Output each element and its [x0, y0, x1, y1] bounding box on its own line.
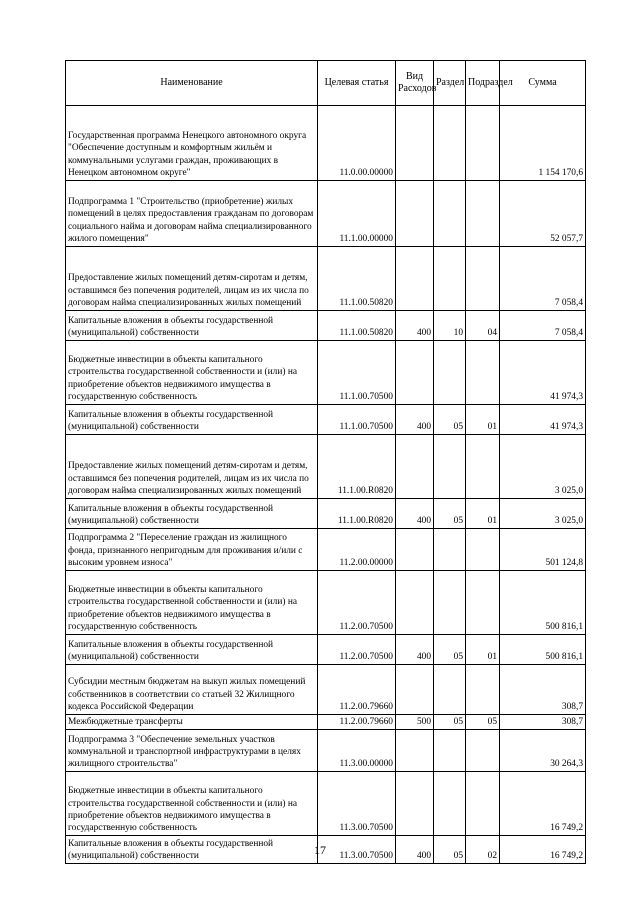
row-type: [396, 665, 434, 715]
header-type: Вид Расходов: [396, 61, 434, 106]
row-name: Предоставление жилых помещений детям-сиротам и детям, оставшимся без попечения родителей, лицам из их числа по договорам найма специализированных жилых помещений: [66, 247, 318, 311]
row-sum: 7 058,4: [500, 311, 586, 341]
row-type: 400: [396, 499, 434, 529]
row-sum: 3 025,0: [500, 435, 586, 499]
row-subsection: [466, 341, 500, 405]
row-subsection: 02: [466, 836, 500, 864]
row-section: 05: [434, 499, 466, 529]
row-subsection: [466, 435, 500, 499]
row-type: 400: [396, 635, 434, 665]
row-section: [434, 181, 466, 247]
table-row: [66, 499, 586, 529]
row-target: 11.2.00.70500: [318, 571, 396, 635]
row-sum: 16 749,2: [500, 836, 586, 864]
row-subsection: [466, 571, 500, 635]
row-name: Межбюджетные трансферты: [66, 715, 318, 730]
row-subsection: 04: [466, 311, 500, 341]
header-sum: Сумма: [500, 61, 586, 106]
row-target: 11.1.00.50820: [318, 247, 396, 311]
row-subsection: [466, 106, 500, 181]
header-section: Раздел: [434, 61, 466, 106]
row-type: [396, 435, 434, 499]
row-type: 400: [396, 311, 434, 341]
row-name: Подпрограмма 1 "Строительство (приобретение) жилых помещений в целях предоставления гражданам по договорам социального найма и договорам найма специализированного жилого помещения": [66, 181, 318, 247]
row-name: Бюджетные инвестиции в объекты капитального строительства государственной собственности и (или) на приобретение объектов недвижимого имущества в государственную собственность: [66, 772, 318, 836]
row-section: 05: [434, 405, 466, 435]
row-target: 11.3.00.70500: [318, 772, 396, 836]
row-name: Бюджетные инвестиции в объекты капитального строительства государственной собственности и (или) на приобретение объектов недвижимого имущества в государственную собственность: [66, 341, 318, 405]
row-target: 11.1.00.R0820: [318, 435, 396, 499]
row-target: 11.2.00.79660: [318, 715, 396, 730]
table-row: [66, 247, 586, 311]
table-row: [66, 311, 586, 341]
row-section: [434, 247, 466, 311]
row-type: [396, 181, 434, 247]
row-sum: 30 264,3: [500, 730, 586, 772]
row-sum: 7 058,4: [500, 247, 586, 311]
row-sum: 16 749,2: [500, 772, 586, 836]
row-target: 11.2.00.70500: [318, 635, 396, 665]
row-target: 11.1.00.R0820: [318, 499, 396, 529]
table-row: [66, 435, 586, 499]
table-row: [66, 715, 586, 730]
header-name: Наименование: [66, 61, 318, 106]
row-name: Субсидии местным бюджетам на выкуп жилых помещений собственников в соответствии со статьей 32 Жилищного кодекса Российской Федерации: [66, 665, 318, 715]
row-section: [434, 772, 466, 836]
budget-table: [65, 60, 586, 864]
table-row: [66, 405, 586, 435]
row-sum: 308,7: [500, 715, 586, 730]
row-name: Капитальные вложения в объекты государственной (муниципальной) собственности: [66, 635, 318, 665]
row-type: [396, 772, 434, 836]
row-name: Бюджетные инвестиции в объекты капитального строительства государственной собственности и (или) на приобретение объектов недвижимого имущества в государственную собственность: [66, 571, 318, 635]
row-subsection: 01: [466, 405, 500, 435]
table-row: [66, 665, 586, 715]
row-sum: 52 057,7: [500, 181, 586, 247]
row-sum: 41 974,3: [500, 341, 586, 405]
page-number: 17: [314, 843, 326, 857]
row-name: Государственная программа Ненецкого автономного округа "Обеспечение доступным и комфортным жильём и коммунальными услугами граждан, проживающих в Ненецком автономном округе": [66, 106, 318, 181]
row-subsection: 05: [466, 715, 500, 730]
row-section: [434, 571, 466, 635]
row-section: 05: [434, 715, 466, 730]
row-sum: 308,7: [500, 665, 586, 715]
row-section: [434, 730, 466, 772]
table-row: [66, 181, 586, 247]
header-subsection: Подраздел: [466, 61, 500, 106]
row-name: Капитальные вложения в объекты государственной (муниципальной) собственности: [66, 836, 318, 864]
table-body: [66, 106, 586, 864]
header-row: [66, 61, 586, 106]
row-name: Подпрограмма 3 "Обеспечение земельных участков коммунальной и транспортной инфраструктурами в целях жилищного строительства": [66, 730, 318, 772]
table-row: [66, 571, 586, 635]
table-row: [66, 529, 586, 571]
row-section: 10: [434, 311, 466, 341]
row-subsection: 01: [466, 635, 500, 665]
row-section: [434, 665, 466, 715]
table-row: [66, 730, 586, 772]
row-target: 11.1.00.00000: [318, 181, 396, 247]
row-sum: 501 124,8: [500, 529, 586, 571]
row-type: 500: [396, 715, 434, 730]
row-type: [396, 529, 434, 571]
row-name: Капитальные вложения в объекты государственной (муниципальной) собственности: [66, 405, 318, 435]
row-name: Капитальные вложения в объекты государственной (муниципальной) собственности: [66, 311, 318, 341]
row-type: [396, 730, 434, 772]
row-target: 11.3.00.70500: [318, 836, 396, 864]
row-target: 11.1.00.70500: [318, 405, 396, 435]
row-target: 11.0.00.00000: [318, 106, 396, 181]
row-target: 11.2.00.00000: [318, 529, 396, 571]
table-row: [66, 772, 586, 836]
row-target: 11.1.00.50820: [318, 311, 396, 341]
row-target: 11.3.00.00000: [318, 730, 396, 772]
table-row: [66, 341, 586, 405]
row-subsection: 01: [466, 499, 500, 529]
row-target: 11.2.00.79660: [318, 665, 396, 715]
row-section: 05: [434, 635, 466, 665]
row-type: 400: [396, 405, 434, 435]
row-subsection: [466, 247, 500, 311]
row-section: [434, 341, 466, 405]
row-sum: 3 025,0: [500, 499, 586, 529]
row-sum: 41 974,3: [500, 405, 586, 435]
table-row: [66, 106, 586, 181]
row-sum: 500 816,1: [500, 571, 586, 635]
row-subsection: [466, 730, 500, 772]
row-name: Капитальные вложения в объекты государственной (муниципальной) собственности: [66, 499, 318, 529]
row-subsection: [466, 529, 500, 571]
row-sum: 1 154 170,6: [500, 106, 586, 181]
row-subsection: [466, 772, 500, 836]
row-type: [396, 571, 434, 635]
row-section: [434, 435, 466, 499]
row-name: Подпрограмма 2 "Переселение граждан из жилищного фонда, признанного непригодным для проживания и/или с высоким уровнем износа": [66, 529, 318, 571]
row-name: Предоставление жилых помещений детям-сиротам и детям, оставшимся без попечения родителей, лицам из их числа по договорам найма специализированных жилых помещений: [66, 435, 318, 499]
row-sum: 500 816,1: [500, 635, 586, 665]
row-section: [434, 529, 466, 571]
row-type: [396, 341, 434, 405]
row-subsection: [466, 665, 500, 715]
row-section: 05: [434, 836, 466, 864]
row-section: [434, 106, 466, 181]
table-row: [66, 635, 586, 665]
row-type: 400: [396, 836, 434, 864]
row-target: 11.1.00.70500: [318, 341, 396, 405]
row-type: [396, 247, 434, 311]
row-type: [396, 106, 434, 181]
row-subsection: [466, 181, 500, 247]
header-target: Целевая статья: [318, 61, 396, 106]
